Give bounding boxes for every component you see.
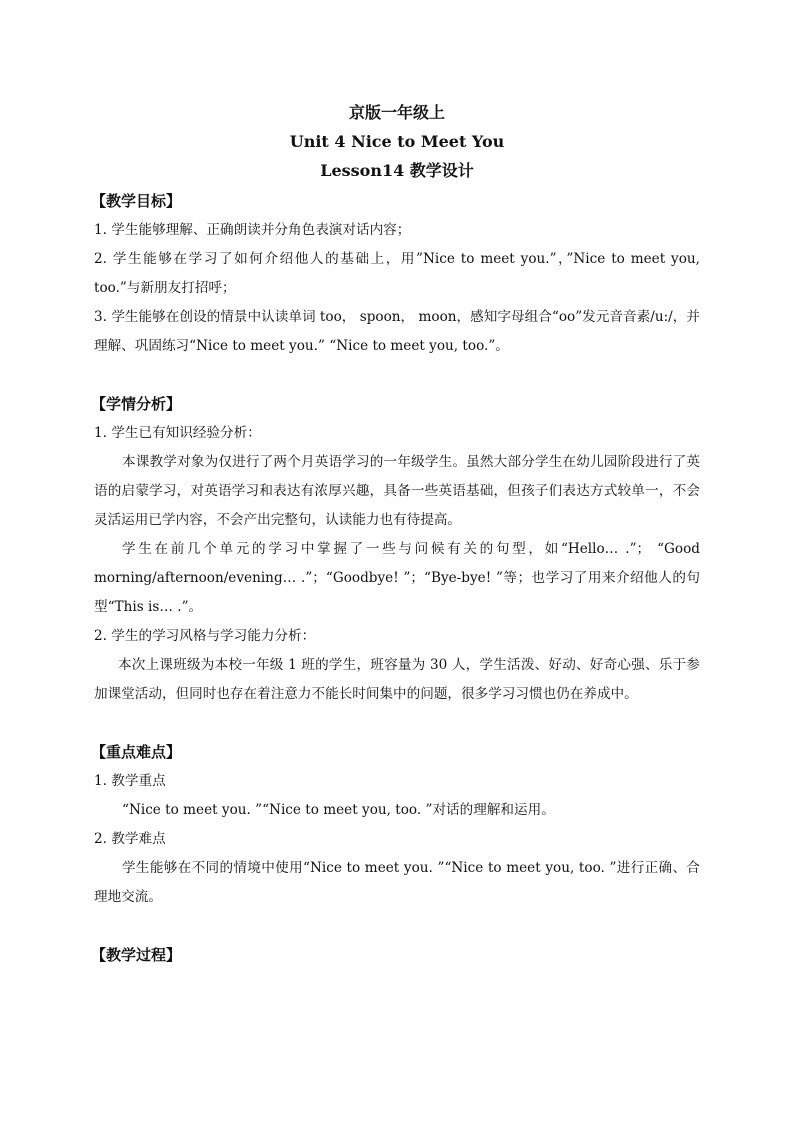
section-objectives	[91, 187, 700, 361]
title-line-2: Unit 4 Nice to Meet You	[289, 132, 505, 151]
keypoints-subheading-2: 2. 教学难点	[94, 831, 166, 847]
keypoints-paragraph-1: “Nice to meet you. ”“Nice to meet you, too. ”对话的理解和运用。	[122, 802, 555, 818]
keypoints-paragraph-2: 学生能够在不同的情境中使用“Nice to meet you. ”“Nice to meet you, too. ”进行正确、合理地交流。	[94, 860, 700, 905]
section-analysis	[91, 390, 700, 709]
analysis-paragraph-1: 本课教学对象为仅进行了两个月英语学习的一年级学生。虽然大部分学生在幼儿园阶段进行了英语的启蒙学习，对英语学习和表达有浓厚兴趣，具备一些英语基础，但孩子们表达方式较单一，不会灵活运用已学内容，不会产出完整句，认读能力也有待提高。	[94, 454, 700, 528]
process-heading: 【教学过程】	[91, 946, 182, 964]
objective-item-2: 2. 学生能够在学习了如何介绍他人的基础上，用”Nice to meet you.”，”Nice to meet you, too.”与新朋友打招呼；	[94, 251, 700, 296]
analysis-paragraph-2: 学生在前几个单元的学习中掌握了一些与问候有关的句型，如“Hello… .”； “Good morning/afternoon/evening… .”；“Goodbye! ”；“Bye-bye! ”等；也学习了用来介绍他人的句型“This is… .”。	[94, 541, 700, 615]
keypoints-subheading-1: 1. 教学重点	[94, 773, 166, 789]
keypoints-heading: 【重点难点】	[91, 743, 182, 761]
spacer	[94, 709, 700, 738]
analysis-subheading-1: 1. 学生已有知识经验分析：	[94, 425, 261, 441]
objectives-heading: 【教学目标】	[91, 192, 182, 210]
document-page	[91, 98, 700, 970]
analysis-paragraph-3: 本次上课班级为本校一年级 1 班的学生，班容量为 30 人，学生活泼、好动、好奇心强、乐于参加课堂活动，但同时也存在着注意力不能长时间集中的问题，很多学习习惯也仍在养成中。	[94, 657, 700, 702]
title-line-1: 京版一年级上	[348, 103, 445, 122]
analysis-subheading-2: 2. 学生的学习风格与学习能力分析：	[94, 628, 316, 644]
document-title	[94, 98, 700, 185]
objective-item-3: 3. 学生能够在创设的情景中认读单词 too， spoon， moon，感知字母组合“oo”发元音音素/u:/，并理解、巩固练习“Nice to meet you.” “Nice to meet you, too.”。	[94, 309, 700, 354]
title-line-3: Lesson14 教学设计	[320, 161, 474, 180]
spacer	[94, 361, 700, 390]
spacer	[94, 912, 700, 941]
section-keypoints	[91, 738, 700, 912]
objective-item-1: 1. 学生能够理解、正确朗读并分角色表演对话内容；	[94, 222, 411, 238]
analysis-heading: 【学情分析】	[91, 395, 182, 413]
section-process	[91, 941, 700, 970]
